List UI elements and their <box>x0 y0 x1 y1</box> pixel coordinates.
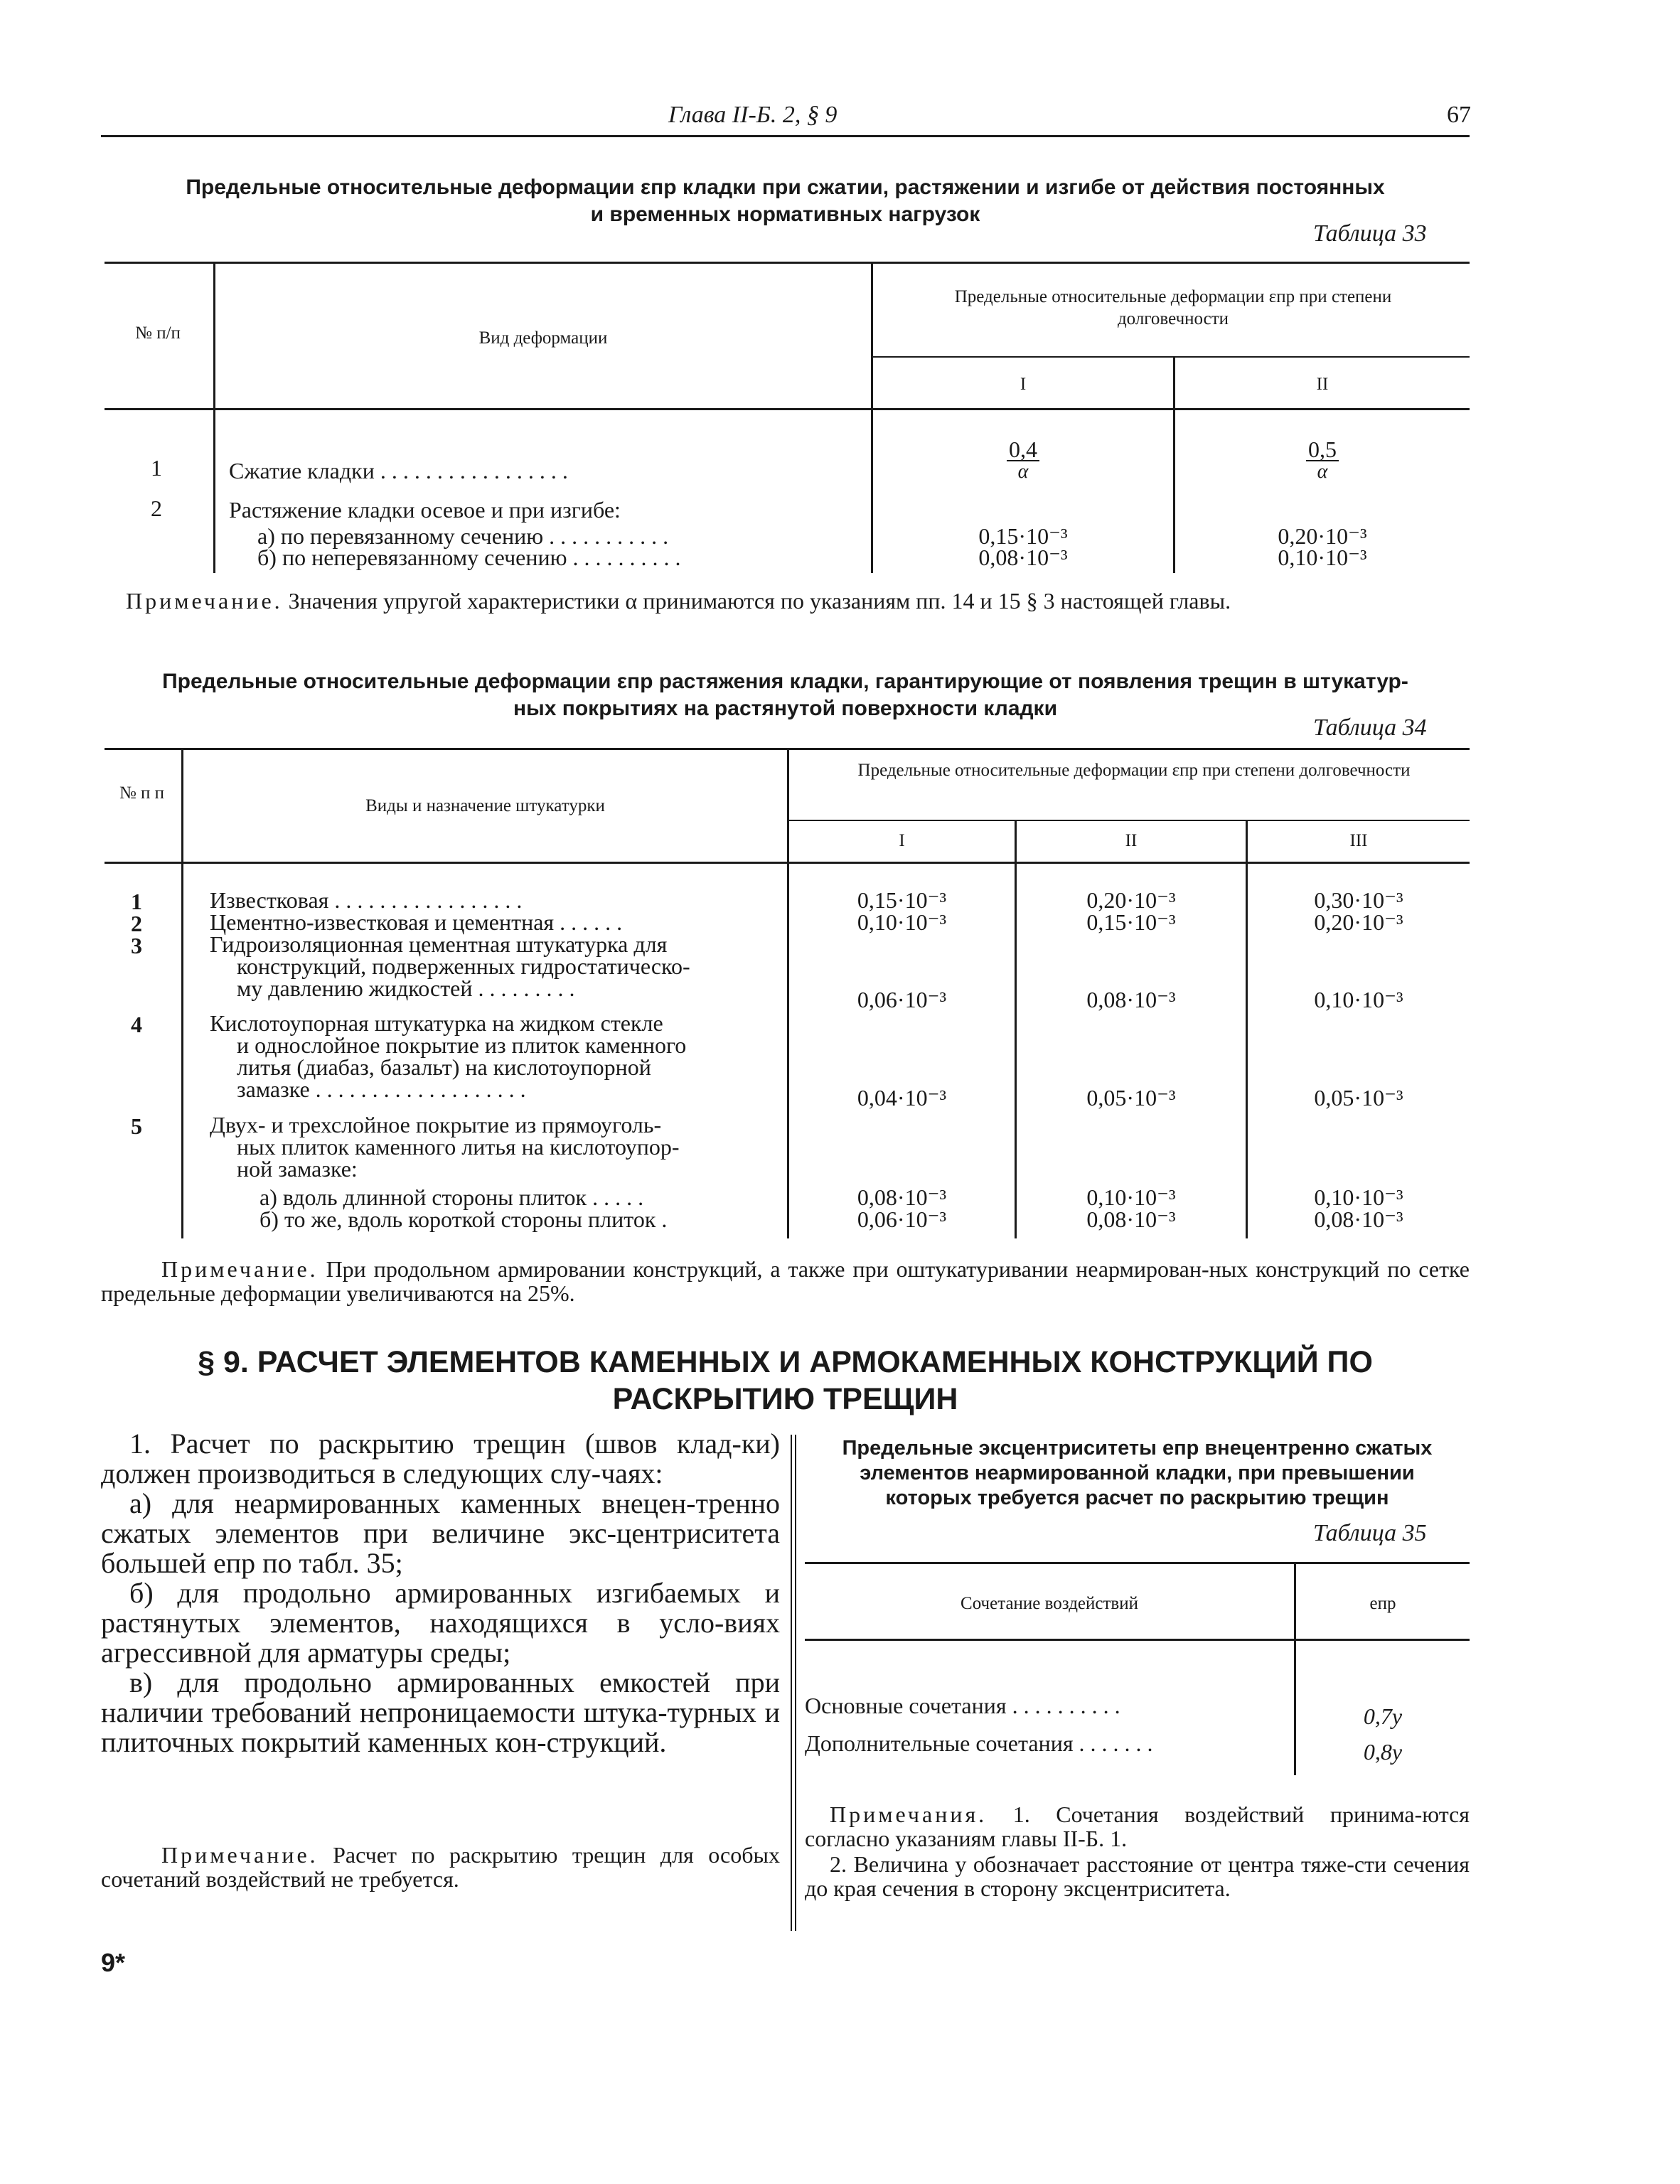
value-cell: 0,08·10⁻³ <box>1086 987 1176 1012</box>
header-bottom-rule <box>805 1639 1470 1641</box>
row-number: 4 <box>131 1012 142 1037</box>
table-top-rule <box>105 262 1470 264</box>
value-cell: 0,08·10⁻³ <box>978 545 1068 570</box>
row-text: Двух- и трехслойное покрытие из прямоуголь- <box>210 1112 662 1138</box>
note-label: Примечания. <box>830 1802 988 1827</box>
row-text: Гидроизоляционная цементная штукатурка для <box>210 931 668 957</box>
fraction: $\frac{0,4}{\alpha}$ <box>1007 439 1039 482</box>
table-34-caption <box>101 668 1470 722</box>
row-text: Дополнительные сочетания . . . . . . . <box>805 1730 1153 1756</box>
note-text: 1. Сочетания воздействий принима-ются согласно указаниям главы II-Б. 1. <box>805 1802 1470 1851</box>
value-cell: 0,08·10⁻³ <box>857 1184 947 1210</box>
section-heading <box>101 1344 1470 1418</box>
table-33-caption <box>101 174 1470 228</box>
paragraph: а) для неармированных каменных внецен-тренно сжатых элементов при величине экс-центриситета большей eпр по табл. 35; <box>101 1487 780 1579</box>
column-rule <box>181 748 183 1238</box>
row-text: и однослойное покрытие из плиток каменного <box>237 1032 687 1058</box>
value-cell <box>1175 439 1470 482</box>
column-header-kind: Вид деформации <box>478 328 608 348</box>
value-cell: 0,15·10⁻³ <box>978 523 1068 549</box>
column-header-2: II <box>1316 375 1329 394</box>
row-text: Цементно-известковая и цементная . . . . . . <box>210 909 623 935</box>
row-number: 1 <box>131 889 142 914</box>
value-cell: 0,10·10⁻³ <box>857 909 947 935</box>
left-column <box>101 1429 780 1757</box>
column-header-value: eпр <box>1369 1594 1396 1613</box>
row-text: Кислотоупорная штукатурка на жидком стекле <box>210 1010 663 1036</box>
value-cell: 0,20·10⁻³ <box>1314 909 1403 935</box>
paragraph: в) для продольно армированных емкостей при наличии требований непроницаемости штука-турных и плиточных покрытий каменных кон-струкций. <box>101 1666 780 1758</box>
column-header-group: Предельные относительные деформации εпр при степени долговечности <box>954 287 1392 328</box>
table-top-rule <box>805 1562 1470 1564</box>
caption-line: ных покрытиях на растянутой поверхности кладки <box>513 697 1058 720</box>
caption-line: элементов неармированной кладки, при превышении <box>860 1462 1415 1484</box>
heading-line: РАСКРЫТИЮ ТРЕЩИН <box>612 1382 958 1416</box>
note-label: Примечание. <box>126 588 283 614</box>
table-34-note <box>101 1257 1470 1305</box>
row-text: б) то же, вдоль короткой стороны плиток . <box>260 1206 668 1232</box>
note-text: Расчет по раскрытию трещин для особых сочетаний воздействий не требуется. <box>101 1842 780 1892</box>
column-header-1: I <box>899 831 905 850</box>
value-cell: 0,08·10⁻³ <box>1086 1206 1176 1232</box>
value-cell: 0,04·10⁻³ <box>857 1085 947 1110</box>
left-note <box>101 1843 780 1891</box>
value-cell: 0,10·10⁻³ <box>1314 987 1403 1012</box>
value-cell: 0,20·10⁻³ <box>1278 523 1367 549</box>
header-bottom-rule <box>105 862 1470 864</box>
value-cell: 0,8y <box>1363 1739 1403 1765</box>
note-label: Примечание. <box>161 1256 319 1282</box>
column-header-2: II <box>1125 831 1138 850</box>
note-label: Примечание. <box>161 1842 319 1868</box>
header-inner-rule <box>873 356 1470 358</box>
column-header-kind: Виды и назначение штукатурки <box>365 796 605 815</box>
row-number: 5 <box>131 1113 142 1139</box>
header-inner-rule <box>789 820 1470 821</box>
row-text: б) по неперевязанному сечению . . . . . . . . . . <box>257 545 681 570</box>
row-text: ной замазке: <box>237 1156 358 1182</box>
table-33-note <box>101 589 1470 613</box>
value-cell: 0,06·10⁻³ <box>857 1206 947 1232</box>
value-cell: 0,10·10⁻³ <box>1278 545 1367 570</box>
row-text: Основные сочетания . . . . . . . . . . <box>805 1693 1120 1718</box>
page-number: 67 <box>1447 102 1471 128</box>
column-header-1: I <box>1020 375 1027 394</box>
column-divider <box>795 1435 796 1931</box>
table-35-caption <box>805 1436 1470 1511</box>
row-number: 2 <box>151 496 162 521</box>
fraction: $\frac{0,5}{\alpha}$ <box>1306 439 1339 482</box>
value-cell: 0,05·10⁻³ <box>1086 1085 1176 1110</box>
table-34-label: Таблица 34 <box>1313 714 1427 741</box>
column-header-3: III <box>1349 831 1368 850</box>
paragraph: 1. Расчет по раскрытию трещин (швов клад-ки) должен производиться в следующих слу-чаях: <box>101 1428 780 1489</box>
value-cell: 0,06·10⁻³ <box>857 987 947 1012</box>
caption-line: которых требуется расчет по раскрытию трещин <box>885 1487 1389 1509</box>
value-cell: 0,10·10⁻³ <box>1314 1184 1403 1210</box>
value-cell: 0,15·10⁻³ <box>1086 909 1176 935</box>
column-divider <box>791 1435 792 1931</box>
table-35-note-2: 2. Величина y обозначает расстояние от центра тяже-сти сечения до края сечения в сторону эксцентриситета. <box>805 1851 1470 1901</box>
row-text: а) вдоль длинной стороны плиток . . . . . <box>260 1184 644 1210</box>
note-text: При продольном армировании конструкций, а также при оштукатуривании неармирован-ных конструкций по сетке предельные деформации увеличиваются на 25%. <box>101 1256 1470 1306</box>
column-header-group: Предельные относительные деформации εпр при степени долговечности <box>857 761 1411 780</box>
caption-line: Предельные эксцентриситеты eпр внецентренно сжатых <box>842 1437 1433 1460</box>
row-text: Растяжение кладки осевое и при изгибе: <box>229 497 621 523</box>
row-number: 3 <box>131 933 142 958</box>
row-text: Сжатие кладки . . . . . . . . . . . . . . . . . <box>229 458 568 483</box>
row-number: 1 <box>151 455 162 481</box>
row-number: 2 <box>131 911 142 936</box>
value-cell: 0,20·10⁻³ <box>1086 887 1176 913</box>
column-header-no: № п п <box>119 783 165 803</box>
table-33-label: Таблица 33 <box>1313 220 1427 247</box>
column-rule <box>213 262 215 573</box>
header-bottom-rule <box>105 408 1470 410</box>
column-rule <box>1246 821 1248 1238</box>
paragraph: б) для продольно армированных изгибаемых и растянутых элементов, находящихся в усло-виях агрессивной для арматуры среды; <box>101 1577 780 1669</box>
column-header-kind: Сочетание воздействий <box>961 1594 1138 1613</box>
row-text: му давлению жидкостей . . . . . . . . . <box>237 975 575 1001</box>
row-text: ных плиток каменного литья на кислотоупор- <box>237 1134 680 1160</box>
row-text: Известковая . . . . . . . . . . . . . . . . . <box>210 887 523 913</box>
caption-line: и временных нормативных нагрузок <box>590 203 980 226</box>
row-text: а) по перевязанному сечению . . . . . . . . . . . <box>257 523 669 549</box>
value-cell: 0,08·10⁻³ <box>1314 1206 1403 1232</box>
value-cell: 0,30·10⁻³ <box>1314 887 1403 913</box>
column-rule <box>1015 821 1017 1238</box>
column-header-no: № п/п <box>135 323 181 343</box>
value-cell: 0,10·10⁻³ <box>1086 1184 1176 1210</box>
header-rule <box>101 135 1470 137</box>
value-cell <box>873 439 1173 482</box>
caption-line: Предельные относительные деформации εпр кладки при сжатии, растяжении и изгибе от действия постоянных <box>186 176 1385 199</box>
table-35-label: Таблица 35 <box>1313 1520 1427 1546</box>
value-cell: 0,05·10⁻³ <box>1314 1085 1403 1110</box>
heading-line: § 9. РАСЧЕТ ЭЛЕМЕНТОВ КАМЕННЫХ И АРМОКАМЕННЫХ КОНСТРУКЦИЙ ПО <box>198 1345 1373 1379</box>
table-35-note-1 <box>805 1802 1470 1851</box>
signature-mark: 9* <box>101 1948 126 1977</box>
value-cell: 0,15·10⁻³ <box>857 887 947 913</box>
value-cell: 0,7y <box>1363 1703 1403 1729</box>
note-text: Значения упругой характеристики α принимаются по указаниям пп. 14 и 15 § 3 настоящей главы. <box>282 588 1231 614</box>
row-text: конструкций, подверженных гидростатическо- <box>237 953 690 979</box>
caption-line: Предельные относительные деформации εпр растяжения кладки, гарантирующие от появления трещин в штукатур- <box>162 670 1408 693</box>
row-text: литья (диабаз, базальт) на кислотоупорной <box>237 1054 651 1080</box>
row-text: замазке . . . . . . . . . . . . . . . . . . . <box>237 1076 526 1102</box>
running-header: Глава II-Б. 2, § 9 <box>668 102 838 128</box>
